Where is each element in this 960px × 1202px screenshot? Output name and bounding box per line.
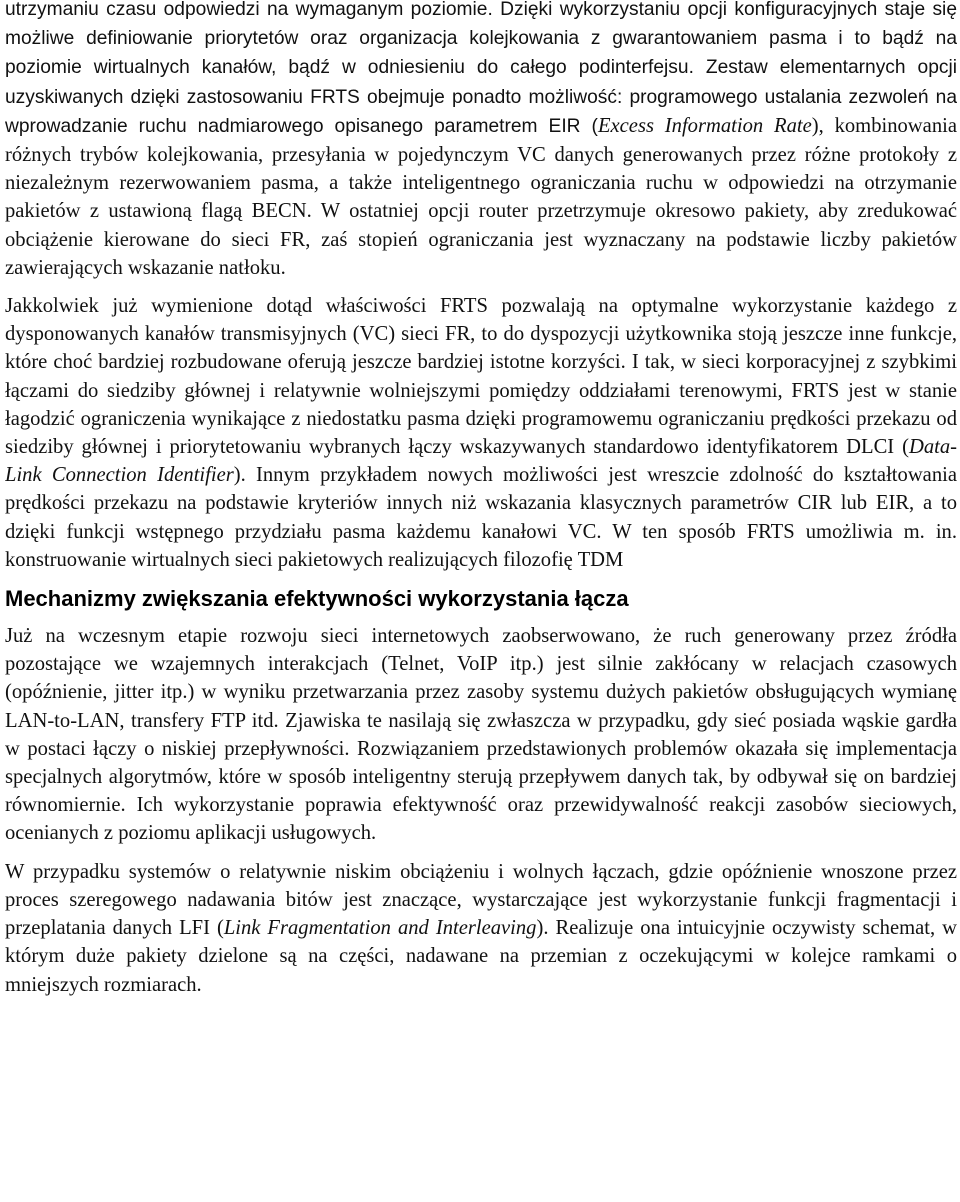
document-page: [5, 0, 957, 1202]
paragraph-frts-options: [5, 0, 957, 282]
paragraph-text: W przypadku systemów o relatywnie niskim obciążeniu i wolnych łączach, gdzie opóźnienie wnoszone przez proces szeregowego nadawania bitów jest znaczące, wystarczające jest wykorzystanie funkcji fragmentacji i przeplatania danych LFI (: [5, 860, 957, 940]
term-data-link-connection-identifier: Data-Link Connection Identifier: [5, 436, 957, 487]
section-heading: Mechanizmy zwiększania efektywności wykorzystania łącza: [5, 586, 629, 612]
paragraph-text: ). Realizuje ona intuicyjnie oczywisty schemat, w którym duże pakiety dzielone są na części, nadawane na przemian z oczekującymi w kolejce ramkami o mniejszych rozmiarach.: [5, 917, 957, 996]
paragraph-text-sans: utrzymaniu czasu odpowiedzi na wymaganym poziomie. Dzięki wykorzystaniu opcji konfiguracyjnych staje się możliwe definiowanie priorytetów oraz organizacja kolejkowania z gwarantowaniem pasma i to bądź na poziomie wirtualnych kanałów, bądź w odniesieniu do całego podinterfejsu. Zestaw elementarnych opcji uzyskiwanych dzięki zastosowaniu FRTS obejmuje ponadto możliwość: programowego ustalania zezwoleń na wprowadzanie ruchu nadmiarowego opisanego parametrem EIR (: [5, 0, 957, 137]
term-link-fragmentation-interleaving: Link Fragmentation and Interleaving: [223, 917, 537, 940]
paragraph-frts-functions: [5, 292, 957, 574]
paragraph-text: ), kombinowania różnych trybów kolejkowania, przesyłania w pojedynczym VC danych generowanych przez różne protokoły z niezależnym rezerwowaniem pasma, a także inteligentnego ograniczania ruchu w odpowiedzi na otrzymanie pakietów z ustawioną flagą BECN. W ostatniej opcji router przetrzymuje okresowo pakiety, aby zredukować obciążenie kierowane do sieci FR, zaś stopień ograniczania jest wyznaczany na podstawie liczby pakietów zawierających wskazanie natłoku.: [5, 114, 957, 279]
paragraph-lfi: [5, 858, 957, 999]
paragraph-text: Jakkolwiek już wymienione dotąd właściwości FRTS pozwalają na optymalne wykorzystanie każdego z dysponowanych kanałów transmisyjnych (VC) sieci FR, to do dyspozycji użytkownika stoją jeszcze inne funkcje, które choć bardziej rozbudowane oferują jeszcze bardziej istotne korzyści. I tak, w sieci korporacyjnej z szybkimi łączami do siedziby głównej i relatywnie wolniejszymi pomiędzy oddziałami terenowymi, FRTS jest w stanie łagodzić ograniczenia wynikające z niedostatku pasma dzięki programowemu ograniczaniu prędkości przekazu od siedziby głównej i priorytetowaniu wybranych łączy wskazywanych standardowo identyfikatorem DLCI (: [5, 295, 957, 459]
term-excess-information-rate: Excess Information Rate: [597, 114, 812, 137]
paragraph-text: ). Innym przykładem nowych możliwości jest wreszcie zdolność do kształtowania prędkości przekazu na podstawie kryteriów innych niż wskazania klasycznych parametrów CIR lub EIR, a to dzięki funkcji wstępnego przydziału pasma każdemu kanałowi VC. W ten sposób FRTS umożliwia m. in. konstruowanie wirtualnych sieci pakietowych realizujących filozofię TDM: [5, 464, 957, 571]
paragraph-traffic-efficiency: [5, 622, 957, 848]
paragraph-text: Już na wczesnym etapie rozwoju sieci internetowych zaobserwowano, że ruch generowany przez źródła pozostające we wzajemnych interakcjach (Telnet, VoIP itp.) jest silnie zakłócany w relacjach czasowych (opóźnienie, jitter itp.) w wyniku przetwarzania przez zasoby systemu dużych pakietów obsługujących wymianę LAN-to-LAN, transfery FTP itd. Zjawiska te nasilają się zwłaszcza w przypadku, gdy sieć posiada wąskie gardła w postaci łączy o niskiej przepływności. Rozwiązaniem przedstawionych problemów okazała się implementacja specjalnych algorytmów, które w sposób inteligentny sterują przepływem danych tak, by odbywał się on bardziej równomiernie. Ich wykorzystanie poprawia efektywność oraz przewidywalność reakcji zasobów sieciowych, ocenianych z poziomu aplikacji usługowych.: [5, 625, 957, 845]
